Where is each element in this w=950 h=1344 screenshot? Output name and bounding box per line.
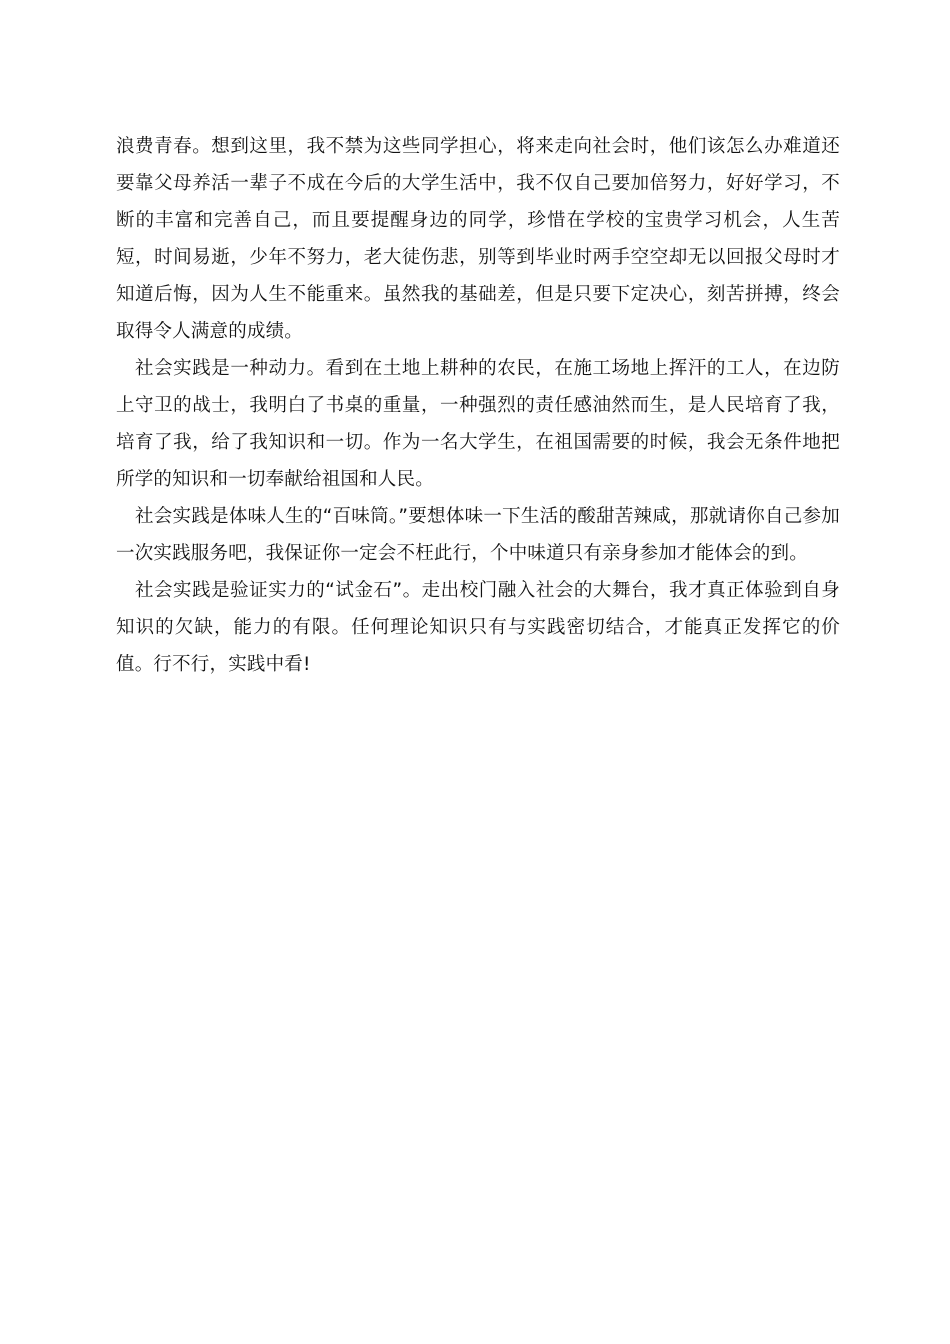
paragraph-4: 社会实践是验证实力的“试金石”。走出校门融入社会的大舞台，我才真正体验到自身知识的欠缺，能力的有限。任何理论知识只有与实践密切结合，才能真正发挥它的价值。行不行，实践中看! <box>116 580 840 675</box>
document-body <box>116 128 840 683</box>
paragraph-3: 社会实践是体味人生的“百味筒。”要想体味一下生活的酸甜苦辣咸，那就请你自己参加一次实践服务吧，我保证你一定会不枉此行，个中味道只有亲身参加才能体会的到。 <box>116 506 840 564</box>
paragraph-1: 浪费青春。想到这里，我不禁为这些同学担心，将来走向社会时，他们该怎么办难道还要靠父母养活一辈子不成在今后的大学生活中，我不仅自己要加倍努力，好好学习，不断的丰富和完善自己，而且要提醒身边的同学，珍惜在学校的宝贵学习机会，人生苦短，时间易逝，少年不努力，老大徒伤悲，别等到毕业时两手空空却无以回报父母时才知道后悔，因为人生不能重来。虽然我的基础差，但是只要下定决心，刻苦拼搏，终会取得令人满意的成绩。 <box>116 136 840 342</box>
paragraph-2: 社会实践是一种动力。看到在土地上耕种的农民，在施工场地上挥汗的工人，在边防上守卫的战士，我明白了书桌的重量，一种强烈的责任感油然而生，是人民培育了我，培育了我，给了我知识和一切。作为一名大学生，在祖国需要的时候，我会无条件地把所学的知识和一切奉献给祖国和人民。 <box>116 358 840 490</box>
